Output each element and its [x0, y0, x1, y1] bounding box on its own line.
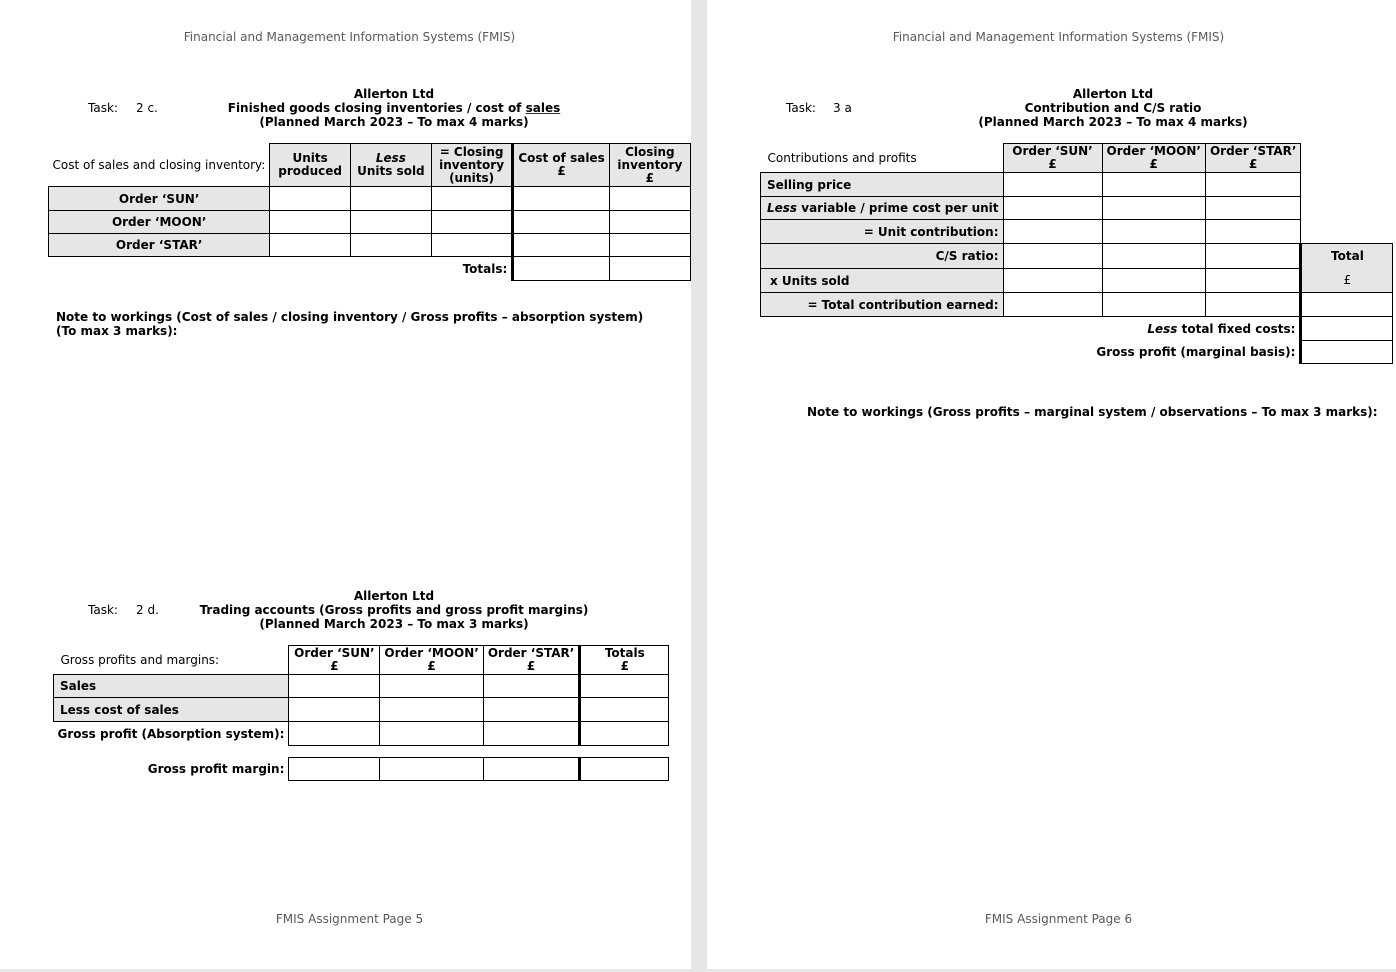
- input-cell[interactable]: [1102, 269, 1205, 293]
- input-cell[interactable]: [1003, 197, 1102, 220]
- row-label-sales: Sales: [54, 675, 289, 698]
- input-cell[interactable]: [483, 675, 579, 698]
- table-corner-label: Cost of sales and closing inventory:: [52, 157, 266, 172]
- input-cell[interactable]: [270, 234, 351, 257]
- table-row: [761, 197, 1393, 220]
- input-cell[interactable]: [1003, 293, 1102, 317]
- page-header: Financial and Management Information Systems (FMIS): [892, 30, 1225, 44]
- input-cell[interactable]: [609, 234, 690, 257]
- table-row: [54, 698, 669, 722]
- input-cell[interactable]: [1102, 197, 1205, 220]
- table-row: [761, 293, 1393, 317]
- input-cell[interactable]: [350, 234, 431, 257]
- task-title: Trading accounts (Gross profits and gross profit margins): [199, 603, 589, 617]
- trading-accounts-table: [53, 645, 669, 781]
- table-corner-label: Gross profits and margins:: [60, 652, 220, 667]
- page-footer: FMIS Assignment Page 6: [984, 912, 1133, 926]
- input-cell[interactable]: [1003, 244, 1102, 269]
- input-cell[interactable]: [1102, 244, 1205, 269]
- table-row: [49, 211, 691, 234]
- input-cell[interactable]: [380, 758, 483, 781]
- table-row: [54, 675, 669, 698]
- totals-label: Totals:: [462, 261, 508, 276]
- column-header-order-moon: Order ‘MOON’ £: [1102, 144, 1205, 173]
- input-cell[interactable]: [580, 698, 669, 722]
- row-label-unit-contribution: = Unit contribution:: [761, 220, 1004, 244]
- table-row: [54, 722, 669, 746]
- task-number: 2 d.: [136, 603, 159, 617]
- task-label: Task:: [88, 603, 118, 617]
- column-header-order-star: Order ‘STAR’ £: [483, 646, 579, 675]
- input-cell[interactable]: [289, 758, 380, 781]
- input-cell[interactable]: [483, 758, 579, 781]
- input-cell[interactable]: [380, 675, 483, 698]
- input-cell[interactable]: [1003, 269, 1102, 293]
- company-name: Allerton Ltd: [353, 87, 435, 101]
- column-header-total: Total £: [1301, 244, 1393, 293]
- sales-underlined-word: sales: [525, 101, 561, 115]
- column-header-cost-of-sales: Cost of sales £: [513, 144, 609, 187]
- task-label: Task:: [786, 101, 816, 115]
- input-cell[interactable]: [580, 722, 669, 746]
- row-label-order-sun: Order ‘SUN’: [49, 187, 270, 211]
- input-cell[interactable]: [270, 187, 351, 211]
- row-label-order-moon: Order ‘MOON’: [49, 211, 270, 234]
- input-cell[interactable]: [1102, 220, 1205, 244]
- table-corner-label: Contributions and profits: [767, 150, 917, 165]
- row-label-gross-profit: Gross profit (Absorption system):: [57, 726, 285, 741]
- task-2c-heading: [194, 87, 594, 129]
- input-cell[interactable]: [1301, 317, 1393, 341]
- column-header-order-star: Order ‘STAR’ £: [1205, 144, 1300, 173]
- table-row: [761, 341, 1393, 364]
- input-cell[interactable]: [1301, 341, 1393, 364]
- row-label-less-fixed-costs: Less total fixed costs:: [1147, 321, 1296, 336]
- task-subtitle: (Planned March 2023 – To max 4 marks): [259, 115, 529, 129]
- task-subtitle: (Planned March 2023 – To max 3 marks): [259, 617, 529, 631]
- row-label-order-star: Order ‘STAR’: [49, 234, 270, 257]
- input-cell[interactable]: [580, 758, 669, 781]
- task-subtitle: (Planned March 2023 – To max 4 marks): [978, 115, 1248, 129]
- input-cell[interactable]: [1205, 269, 1300, 293]
- contribution-table: [760, 143, 1393, 364]
- table-row: [49, 234, 691, 257]
- column-header-less-units-sold: Less Units sold: [350, 144, 431, 187]
- document-page-5: [0, 0, 691, 969]
- table-row: [761, 220, 1393, 244]
- cost-of-sales-table: [48, 143, 691, 281]
- input-cell[interactable]: [513, 257, 609, 281]
- input-cell[interactable]: [1205, 173, 1300, 197]
- company-name: Allerton Ltd: [353, 589, 435, 603]
- page-footer: FMIS Assignment Page 5: [275, 912, 424, 926]
- input-cell[interactable]: [580, 675, 669, 698]
- input-cell[interactable]: [380, 722, 483, 746]
- input-cell[interactable]: [1102, 293, 1205, 317]
- input-cell[interactable]: [483, 698, 579, 722]
- input-cell[interactable]: [270, 211, 351, 234]
- table-row: [54, 758, 669, 781]
- input-cell[interactable]: [1301, 293, 1393, 317]
- input-cell[interactable]: [609, 187, 690, 211]
- input-cell[interactable]: [1205, 293, 1300, 317]
- input-cell[interactable]: [513, 187, 609, 211]
- table-row: [49, 187, 691, 211]
- input-cell[interactable]: [431, 187, 512, 211]
- row-label-less-variable-cost: Less variable / prime cost per unit: [761, 197, 1004, 220]
- table-row: [761, 173, 1393, 197]
- row-label-cs-ratio: C/S ratio:: [761, 244, 1004, 269]
- input-cell[interactable]: [350, 187, 431, 211]
- totals-row: [49, 257, 691, 281]
- input-cell[interactable]: [1003, 173, 1102, 197]
- input-cell[interactable]: [609, 211, 690, 234]
- row-label-less-cost-of-sales: Less cost of sales: [54, 698, 289, 722]
- input-cell[interactable]: [431, 234, 512, 257]
- workings-note: Note to workings (Gross profits – marginal system / observations – To max 3 marks):: [807, 405, 1378, 419]
- input-cell[interactable]: [431, 211, 512, 234]
- task-title: Finished goods closing inventories / cost of sales: [227, 101, 561, 115]
- row-label-gross-profit-margin: Gross profit margin:: [147, 762, 285, 776]
- input-cell[interactable]: [1102, 173, 1205, 197]
- column-header-closing-inventory-units: = Closing inventory (units): [431, 144, 512, 187]
- input-cell[interactable]: [513, 211, 609, 234]
- input-cell[interactable]: [483, 722, 579, 746]
- input-cell[interactable]: [289, 698, 380, 722]
- column-header-order-sun: Order ‘SUN’ £: [289, 646, 380, 675]
- task-title: Contribution and C/S ratio: [1024, 101, 1202, 115]
- page-header: Financial and Management Information Systems (FMIS): [183, 30, 516, 44]
- column-header-units-produced: Units produced: [270, 144, 351, 187]
- input-cell[interactable]: [1205, 244, 1300, 269]
- input-cell[interactable]: [609, 257, 690, 281]
- task-3a-heading: [963, 87, 1263, 129]
- row-label-total-contribution: = Total contribution earned:: [761, 293, 1004, 317]
- input-cell[interactable]: [1205, 220, 1300, 244]
- table-row: [761, 244, 1393, 269]
- input-cell[interactable]: [350, 211, 431, 234]
- input-cell[interactable]: [380, 698, 483, 722]
- column-header-order-moon: Order ‘MOON’ £: [380, 646, 483, 675]
- column-header-order-sun: Order ‘SUN’ £: [1003, 144, 1102, 173]
- table-row: [761, 317, 1393, 341]
- row-label-units-sold: x Units sold: [761, 269, 1004, 293]
- column-header-totals: Totals £: [580, 646, 669, 675]
- input-cell[interactable]: [513, 234, 609, 257]
- row-label-gross-profit-marginal: Gross profit (marginal basis):: [1096, 345, 1296, 359]
- input-cell[interactable]: [1003, 220, 1102, 244]
- task-2d-heading: [194, 589, 594, 631]
- task-number: 2 c.: [136, 101, 158, 115]
- column-header-closing-inventory-value: Closing inventory £: [609, 144, 690, 187]
- input-cell[interactable]: [1205, 197, 1300, 220]
- company-name: Allerton Ltd: [1072, 87, 1154, 101]
- task-number: 3 a: [833, 101, 852, 115]
- document-page-6: [707, 0, 1396, 969]
- table-row: [761, 269, 1393, 293]
- workings-note: Note to workings (Cost of sales / closing inventory / Gross profits – absorption system) (To max 3 marks):: [56, 310, 644, 338]
- row-label-selling-price: Selling price: [761, 173, 1004, 197]
- task-label: Task:: [88, 101, 118, 115]
- input-cell[interactable]: [289, 722, 380, 746]
- input-cell[interactable]: [289, 675, 380, 698]
